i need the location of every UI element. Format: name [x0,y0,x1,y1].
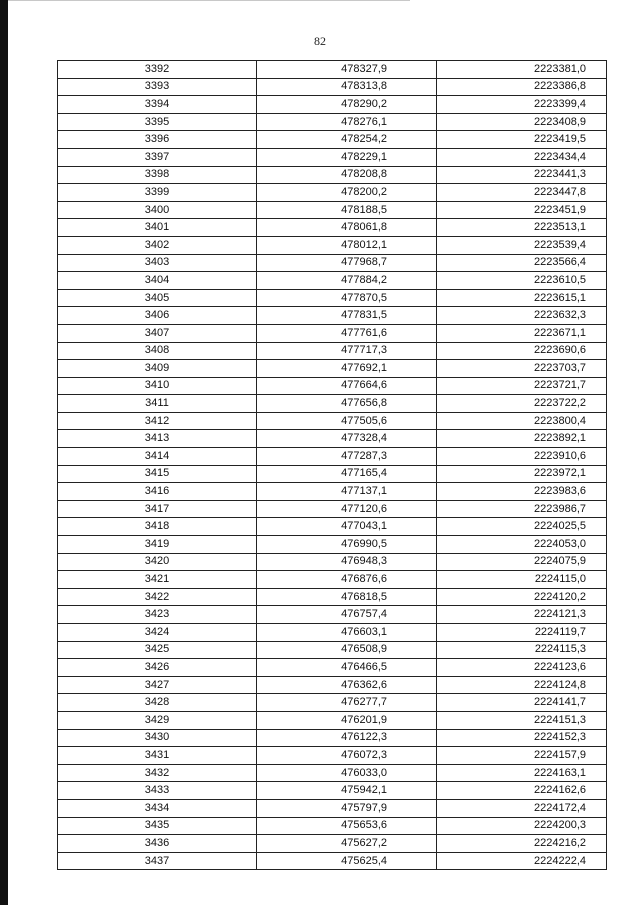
y-coordinate-cell: 2224121,3 [437,606,607,624]
x-coordinate-cell: 475625,4 [257,852,437,870]
y-coordinate-cell: 2224120,2 [437,588,607,606]
x-coordinate-cell: 476876,6 [257,571,437,589]
x-coordinate-cell: 477664,6 [257,377,437,395]
y-coordinate-cell: 2224163,1 [437,764,607,782]
point-number-cell: 3425 [58,641,257,659]
point-number-cell: 3436 [58,835,257,853]
x-coordinate-cell: 478327,9 [257,61,437,79]
y-coordinate-cell: 2223703,7 [437,360,607,378]
x-coordinate-cell: 477692,1 [257,360,437,378]
table-row [58,799,607,817]
x-coordinate-cell: 475653,6 [257,817,437,835]
x-coordinate-cell: 476277,7 [257,694,437,712]
table-row [58,254,607,272]
x-coordinate-cell: 476466,5 [257,659,437,677]
x-coordinate-cell: 478061,8 [257,219,437,237]
x-coordinate-cell: 477137,1 [257,483,437,501]
table-row [58,272,607,290]
table-row [58,588,607,606]
point-number-cell: 3410 [58,377,257,395]
table-row [58,166,607,184]
point-number-cell: 3429 [58,711,257,729]
table-row [58,307,607,325]
x-coordinate-cell: 478313,8 [257,78,437,96]
x-coordinate-cell: 477043,1 [257,518,437,536]
x-coordinate-cell: 476122,3 [257,729,437,747]
table-row [58,377,607,395]
y-coordinate-cell: 2223513,1 [437,219,607,237]
point-number-cell: 3437 [58,852,257,870]
table-row [58,448,607,466]
coordinates-table [57,60,607,870]
x-coordinate-cell: 478200,2 [257,184,437,202]
table-row [58,201,607,219]
top-rule [0,0,410,1]
y-coordinate-cell: 2223986,7 [437,500,607,518]
x-coordinate-cell: 477831,5 [257,307,437,325]
table-row [58,184,607,202]
x-coordinate-cell: 477505,6 [257,412,437,430]
table-row [58,113,607,131]
point-number-cell: 3404 [58,272,257,290]
y-coordinate-cell: 2224151,3 [437,711,607,729]
y-coordinate-cell: 2223434,4 [437,148,607,166]
point-number-cell: 3400 [58,201,257,219]
point-number-cell: 3395 [58,113,257,131]
point-number-cell: 3424 [58,624,257,642]
y-coordinate-cell: 2223722,2 [437,395,607,413]
y-coordinate-cell: 2224162,6 [437,782,607,800]
x-coordinate-cell: 477884,2 [257,272,437,290]
table-row [58,694,607,712]
y-coordinate-cell: 2223972,1 [437,465,607,483]
y-coordinate-cell: 2223892,1 [437,430,607,448]
x-coordinate-cell: 478012,1 [257,236,437,254]
x-coordinate-cell: 476362,6 [257,676,437,694]
table-row [58,289,607,307]
x-coordinate-cell: 476818,5 [257,588,437,606]
point-number-cell: 3433 [58,782,257,800]
y-coordinate-cell: 2223983,6 [437,483,607,501]
y-coordinate-cell: 2223451,9 [437,201,607,219]
y-coordinate-cell: 2223910,6 [437,448,607,466]
x-coordinate-cell: 477120,6 [257,500,437,518]
x-coordinate-cell: 476072,3 [257,747,437,765]
y-coordinate-cell: 2224053,0 [437,536,607,554]
x-coordinate-cell: 475627,2 [257,835,437,853]
table-row [58,747,607,765]
x-coordinate-cell: 477328,4 [257,430,437,448]
point-number-cell: 3399 [58,184,257,202]
page-number: 82 [314,34,326,48]
y-coordinate-cell: 2224222,4 [437,852,607,870]
table-row [58,500,607,518]
y-coordinate-cell: 2224115,3 [437,641,607,659]
point-number-cell: 3432 [58,764,257,782]
y-coordinate-cell: 2223386,8 [437,78,607,96]
y-coordinate-cell: 2223800,4 [437,412,607,430]
point-number-cell: 3405 [58,289,257,307]
table-row [58,676,607,694]
point-number-cell: 3398 [58,166,257,184]
x-coordinate-cell: 477656,8 [257,395,437,413]
table-row [58,148,607,166]
x-coordinate-cell: 476201,9 [257,711,437,729]
point-number-cell: 3417 [58,500,257,518]
point-number-cell: 3407 [58,324,257,342]
y-coordinate-cell: 2224172,4 [437,799,607,817]
x-coordinate-cell: 477717,3 [257,342,437,360]
y-coordinate-cell: 2224119,7 [437,624,607,642]
table-row [58,360,607,378]
y-coordinate-cell: 2224124,8 [437,676,607,694]
y-coordinate-cell: 2223408,9 [437,113,607,131]
y-coordinate-cell: 2223539,4 [437,236,607,254]
y-coordinate-cell: 2224216,2 [437,835,607,853]
point-number-cell: 3426 [58,659,257,677]
y-coordinate-cell: 2223690,6 [437,342,607,360]
x-coordinate-cell: 477287,3 [257,448,437,466]
table-row [58,711,607,729]
point-number-cell: 3420 [58,553,257,571]
table-row [58,659,607,677]
point-number-cell: 3434 [58,799,257,817]
table-row [58,96,607,114]
point-number-cell: 3419 [58,536,257,554]
y-coordinate-cell: 2223632,3 [437,307,607,325]
table-row [58,852,607,870]
table-row [58,729,607,747]
x-coordinate-cell: 476948,3 [257,553,437,571]
point-number-cell: 3421 [58,571,257,589]
table-row [58,606,607,624]
table-row [58,641,607,659]
point-number-cell: 3422 [58,588,257,606]
y-coordinate-cell: 2223419,5 [437,131,607,149]
table-row [58,553,607,571]
y-coordinate-cell: 2223441,3 [437,166,607,184]
x-coordinate-cell: 477165,4 [257,465,437,483]
table-row [58,61,607,79]
y-coordinate-cell: 2223721,7 [437,377,607,395]
point-number-cell: 3409 [58,360,257,378]
scan-edge [0,0,8,905]
y-coordinate-cell: 2224141,7 [437,694,607,712]
y-coordinate-cell: 2224157,9 [437,747,607,765]
y-coordinate-cell: 2224075,9 [437,553,607,571]
table-row [58,395,607,413]
point-number-cell: 3393 [58,78,257,96]
point-number-cell: 3414 [58,448,257,466]
x-coordinate-cell: 476757,4 [257,606,437,624]
point-number-cell: 3415 [58,465,257,483]
x-coordinate-cell: 477870,5 [257,289,437,307]
y-coordinate-cell: 2223381,0 [437,61,607,79]
point-number-cell: 3413 [58,430,257,448]
x-coordinate-cell: 477968,7 [257,254,437,272]
point-number-cell: 3423 [58,606,257,624]
point-number-cell: 3397 [58,148,257,166]
x-coordinate-cell: 477761,6 [257,324,437,342]
y-coordinate-cell: 2223610,5 [437,272,607,290]
y-coordinate-cell: 2223671,1 [437,324,607,342]
y-coordinate-cell: 2224123,6 [437,659,607,677]
point-number-cell: 3402 [58,236,257,254]
point-number-cell: 3427 [58,676,257,694]
table-row [58,518,607,536]
table-row [58,817,607,835]
point-number-cell: 3435 [58,817,257,835]
table-row [58,78,607,96]
table-row [58,835,607,853]
point-number-cell: 3412 [58,412,257,430]
y-coordinate-cell: 2223399,4 [437,96,607,114]
y-coordinate-cell: 2223447,8 [437,184,607,202]
x-coordinate-cell: 476508,9 [257,641,437,659]
table-row [58,342,607,360]
table-row [58,219,607,237]
x-coordinate-cell: 478208,8 [257,166,437,184]
point-number-cell: 3392 [58,61,257,79]
table-row [58,624,607,642]
point-number-cell: 3430 [58,729,257,747]
y-coordinate-cell: 2224200,3 [437,817,607,835]
table-row [58,412,607,430]
x-coordinate-cell: 475797,9 [257,799,437,817]
point-number-cell: 3396 [58,131,257,149]
y-coordinate-cell: 2223615,1 [437,289,607,307]
table-row [58,782,607,800]
table-row [58,571,607,589]
point-number-cell: 3418 [58,518,257,536]
point-number-cell: 3411 [58,395,257,413]
x-coordinate-cell: 478290,2 [257,96,437,114]
point-number-cell: 3416 [58,483,257,501]
x-coordinate-cell: 478276,1 [257,113,437,131]
x-coordinate-cell: 478229,1 [257,148,437,166]
point-number-cell: 3431 [58,747,257,765]
table-row [58,764,607,782]
table-row [58,324,607,342]
table-row [58,236,607,254]
y-coordinate-cell: 2223566,4 [437,254,607,272]
point-number-cell: 3401 [58,219,257,237]
y-coordinate-cell: 2224152,3 [437,729,607,747]
table-row [58,483,607,501]
x-coordinate-cell: 475942,1 [257,782,437,800]
x-coordinate-cell: 478254,2 [257,131,437,149]
y-coordinate-cell: 2224115,0 [437,571,607,589]
x-coordinate-cell: 476603,1 [257,624,437,642]
x-coordinate-cell: 478188,5 [257,201,437,219]
point-number-cell: 3394 [58,96,257,114]
x-coordinate-cell: 476033,0 [257,764,437,782]
point-number-cell: 3408 [58,342,257,360]
table-row [58,536,607,554]
coordinates-table-body [58,61,607,870]
point-number-cell: 3406 [58,307,257,325]
point-number-cell: 3403 [58,254,257,272]
table-row [58,430,607,448]
table-row [58,131,607,149]
table-row [58,465,607,483]
x-coordinate-cell: 476990,5 [257,536,437,554]
y-coordinate-cell: 2224025,5 [437,518,607,536]
point-number-cell: 3428 [58,694,257,712]
